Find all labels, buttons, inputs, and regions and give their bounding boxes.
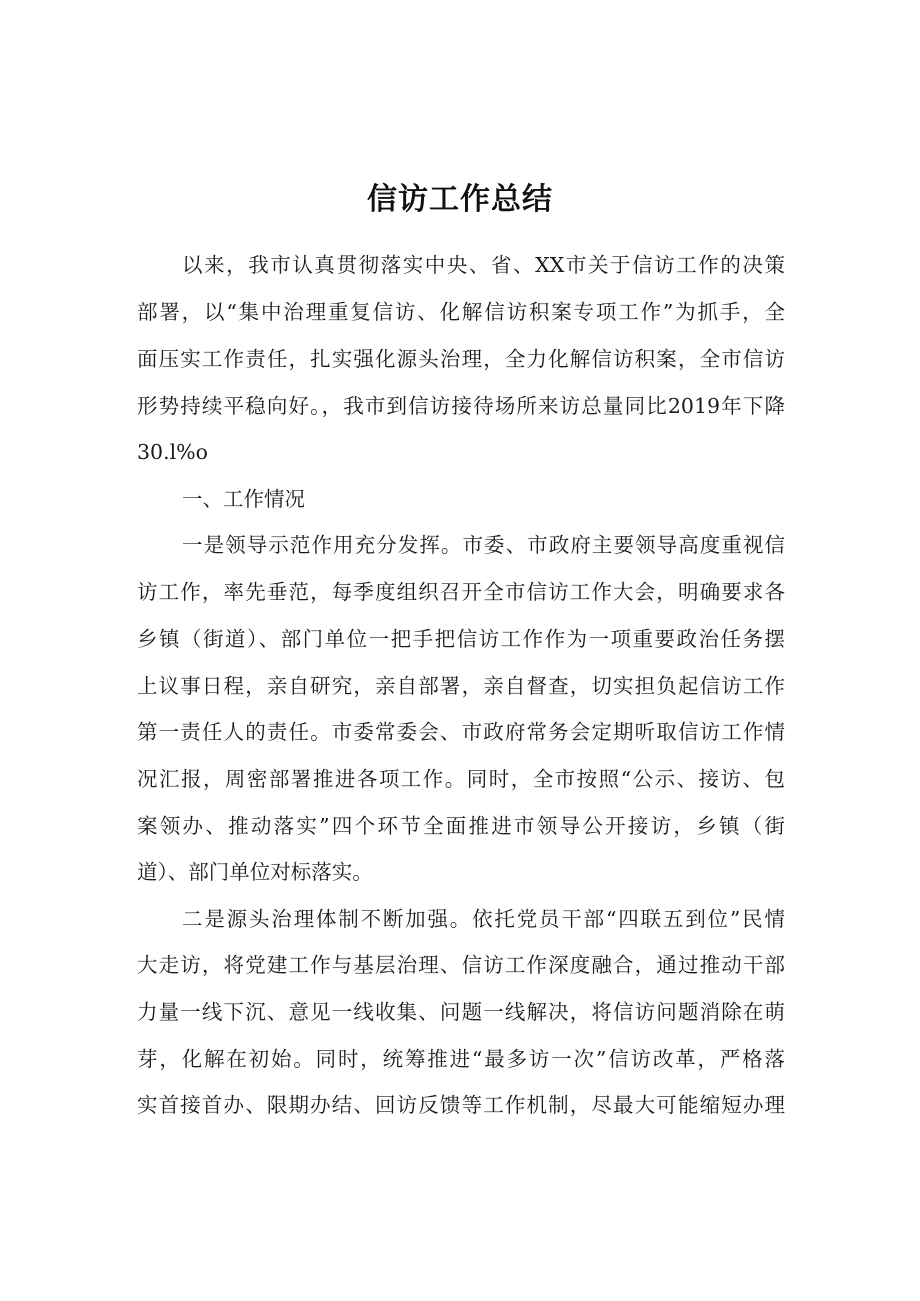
paragraph-line: 况汇报，周密部署推进各项工作。同时，全市按照“公示、接访、包 [137, 767, 785, 791]
paragraph-line: 第一责任人的责任。市委常委会、市政府常务会定期听取信访工作情 [137, 720, 785, 744]
document-title: 信访工作总结 [367, 182, 553, 217]
paragraph-line: 大走访，将党建工作与基层治理、信访工作深度融合，通过推动干部 [137, 953, 785, 977]
paragraph-line: 道）、部门单位对标落实。 [137, 860, 373, 884]
paragraph-line: 以来，我市认真贯彻落实中央、省、XX市关于信访工作的决策 [182, 253, 785, 277]
paragraph-line: 面压实工作责任，扎实强化源头治理，全力化解信访积案，全市信访 [137, 347, 785, 371]
paragraph-line: 乡镇（街道）、部门单位一把手把信访工作作为一项重要政治任务摆 [137, 627, 785, 651]
paragraph-line: 一是领导示范作用充分发挥。市委、市政府主要领导高度重视信 [182, 533, 785, 557]
paragraph-line: 芽，化解在初始。同时，统筹推进“最多访一次”信访改革，严格落 [137, 1047, 785, 1071]
paragraph-line: 力量一线下沉、意见一线收集、问题一线解决，将信访问题消除在萌 [137, 1000, 785, 1024]
paragraph-line: 部署，以“集中治理重复信访、化解信访积案专项工作”为抓手，全 [137, 300, 785, 324]
paragraph-line: 30.l%o [137, 440, 208, 464]
paragraph-line: 形势持续平稳向好。，我市到信访接待场所来访总量同比2019年下降 [137, 394, 785, 418]
paragraph-line: 二是源头治理体制不断加强。依托党员干部“四联五到位”民情 [182, 907, 785, 931]
paragraph-line: 访工作，率先垂范，每季度组织召开全市信访工作大会，明确要求各 [137, 580, 785, 604]
paragraph-line: 实首接首办、限期办结、回访反馈等工作机制，尽最大可能缩短办理 [137, 1093, 785, 1117]
paragraph-line: 案领办、推动落实”四个环节全面推进市领导公开接访，乡镇（街 [137, 814, 785, 838]
section-heading: 一、工作情况 [182, 487, 305, 511]
paragraph-line: 上议事日程，亲自研究，亲自部署，亲自督查，切实担负起信访工作 [137, 674, 785, 698]
